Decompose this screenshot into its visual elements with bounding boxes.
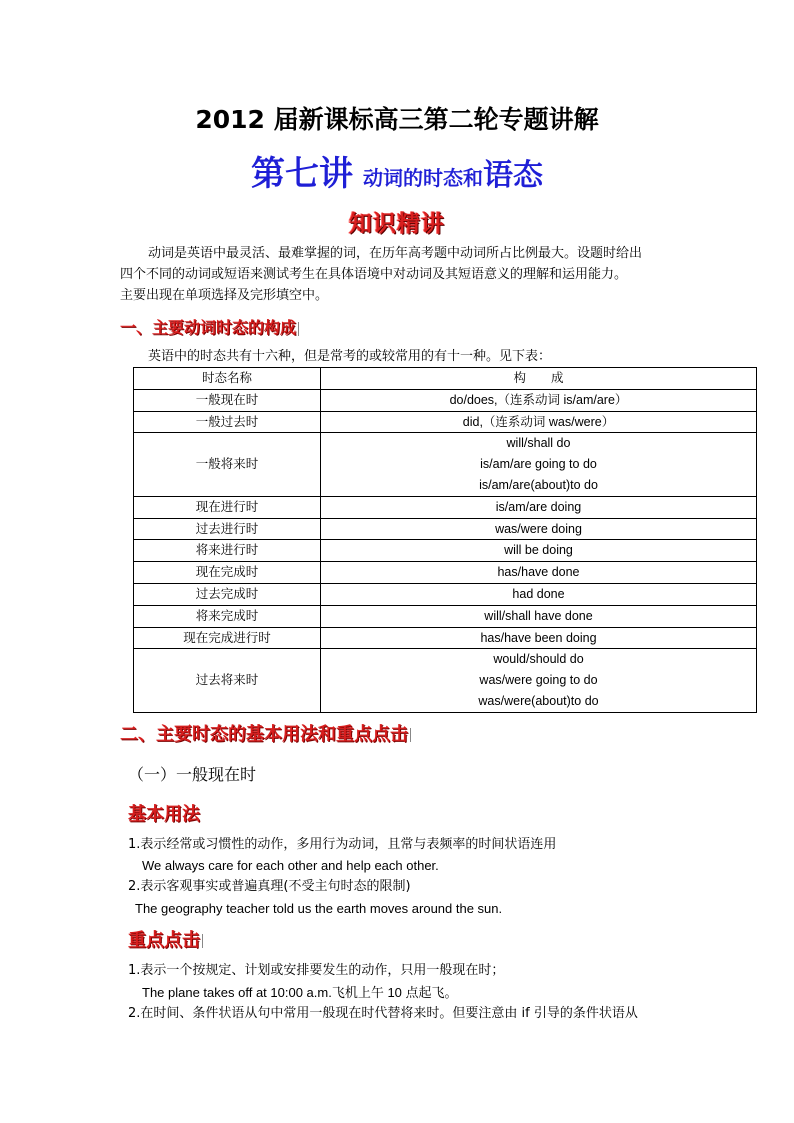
table-row: [134, 433, 757, 496]
table-row: [134, 562, 757, 584]
section2-heading: 二、主要时态的基本用法和重点点击: [120, 720, 411, 746]
table-row: [134, 583, 757, 605]
intro-line-2: 四个不同的动词或短语来测试考生在具体语境中对动词及其短语意义的理解和运用能力。: [120, 267, 628, 282]
table-row: [134, 496, 757, 518]
basic-line-2: 2.表示客观事实或普遍真理(不受主句时态的限制): [128, 879, 411, 894]
tense-name: 现在进行时: [134, 496, 321, 518]
table-row: [134, 389, 757, 411]
tense-form: did,（连系动词 was/were）: [321, 411, 757, 433]
intro-line-3: 主要出现在单项选择及完形填空中。: [120, 288, 329, 303]
tense-form: has/have done: [321, 562, 757, 584]
table-header-row: [134, 368, 757, 390]
section-banner: 知识精讲: [349, 211, 445, 237]
table-header-cell: 时态名称: [134, 368, 321, 390]
chapter-topic: 动词的时态和: [363, 166, 483, 190]
table-row: [134, 518, 757, 540]
section1-heading: 一、主要动词时态的构成: [120, 315, 299, 338]
chapter-topic-big: 语态: [483, 158, 543, 193]
tense-table: [133, 367, 757, 713]
key-points-heading: 重点点击: [128, 926, 203, 952]
tense-form: was/were doing: [321, 518, 757, 540]
key-example-1: The plane takes off at 10:00 a.m.飞机上午 10 点起飞。: [142, 985, 458, 1000]
section1-lead: 英语中的时态共有十六种，但是常考的或较常用的有十一种。见下表：: [148, 349, 552, 364]
chapter-heading: [0, 146, 794, 195]
intro-line-1: 动词是英语中最灵活、最难掌握的词，在历年高考题中动词所占比例最大。设题时给出: [148, 246, 643, 261]
key-line-2: 2.在时间、条件状语从句中常用一般现在时代替将来时。但要注意由 if 引导的条件状语从: [128, 1006, 638, 1021]
tense-name: 一般将来时: [134, 433, 321, 496]
tense-name: 过去进行时: [134, 518, 321, 540]
tense-form: do/does,（连系动词 is/am/are）: [321, 389, 757, 411]
tense-name: 一般现在时: [134, 389, 321, 411]
basic-example-1: We always care for each other and help each other.: [142, 858, 439, 873]
tense-form: had done: [321, 583, 757, 605]
tense-form: would/should do was/were going to do was/were(about)to do: [321, 649, 757, 712]
section2-subheading: （一）一般现在时: [128, 765, 257, 784]
table-row: [134, 605, 757, 627]
tense-name: 一般过去时: [134, 411, 321, 433]
basic-line-1: 1.表示经常或习惯性的动作，多用行为动词，且常与表频率的时间状语连用: [128, 837, 557, 852]
document-title: 2012 届新课标高三第二轮专题讲解: [195, 105, 599, 134]
tense-name: 过去将来时: [134, 649, 321, 712]
tense-name: 将来进行时: [134, 540, 321, 562]
table-row: [134, 627, 757, 649]
table-row: [134, 649, 757, 712]
basic-example-2: The geography teacher told us the earth moves around the sun.: [135, 901, 503, 916]
table-header-cell: 构 成: [321, 368, 757, 390]
tense-form: will/shall have done: [321, 605, 757, 627]
tense-form: will/shall do is/am/are going to do is/am/are(about)to do: [321, 433, 757, 496]
key-line-1: 1.表示一个按规定、计划或安排要发生的动作，只用一般现在时；: [128, 963, 505, 978]
tense-form: is/am/are doing: [321, 496, 757, 518]
tense-name: 过去完成时: [134, 583, 321, 605]
tense-form: has/have been doing: [321, 627, 757, 649]
table-row: [134, 411, 757, 433]
tense-form: will be doing: [321, 540, 757, 562]
tense-name: 将来完成时: [134, 605, 321, 627]
chapter-lecture: 第七讲: [251, 154, 353, 194]
tense-name: 现在完成进行时: [134, 627, 321, 649]
tense-name: 现在完成时: [134, 562, 321, 584]
table-row: [134, 540, 757, 562]
basic-usage-heading: 基本用法: [128, 804, 200, 825]
